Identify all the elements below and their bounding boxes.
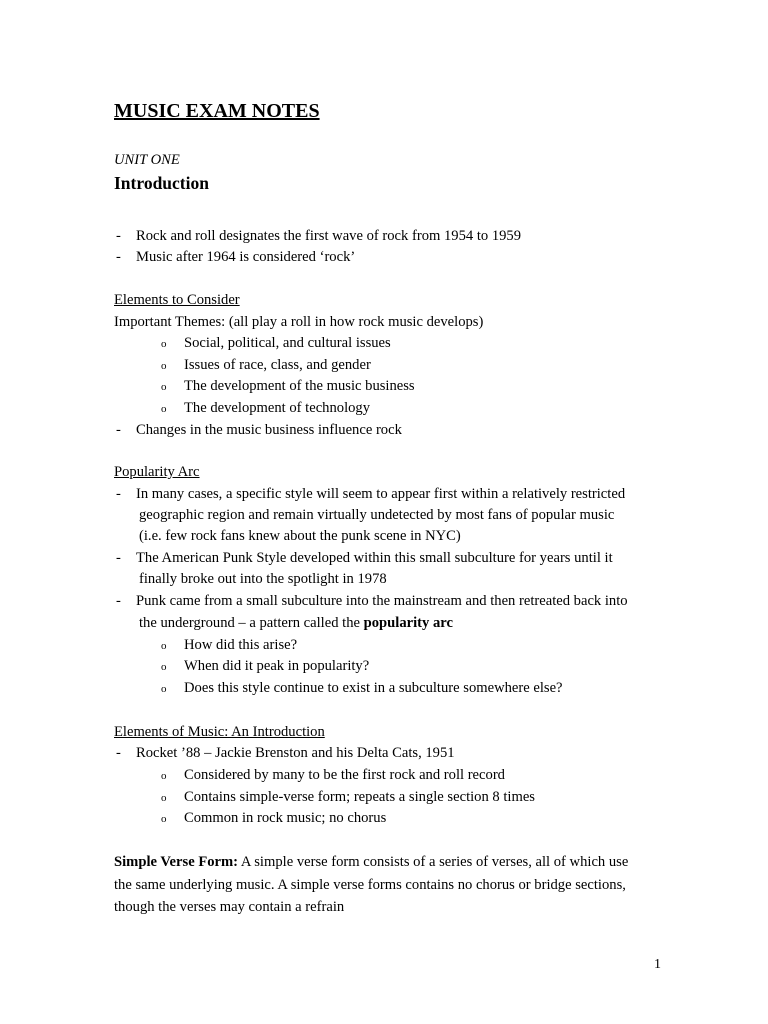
bullet-marker: o (161, 813, 167, 825)
popularity-item-line: In many cases, a specific style will seem to appear first within a relatively restricted (136, 486, 626, 502)
popularity-question: When did it peak in popularity? (184, 658, 370, 674)
document-title: MUSIC EXAM NOTES (114, 100, 320, 122)
section-heading-introduction: Introduction (114, 173, 209, 193)
rocket-88-note: Considered by many to be the first rock and roll record (184, 767, 505, 783)
popularity-question: How did this arise? (184, 637, 298, 653)
popularity-item-line: The American Punk Style developed within this small subculture for years until it (136, 550, 613, 566)
simple-verse-text: A simple verse form consists of a series of verses, all of which use (238, 854, 629, 870)
popularity-item-text: the underground – a pattern called the (139, 615, 364, 631)
section-heading-popularity-arc: Popularity Arc (114, 464, 200, 480)
simple-verse-paragraph-line: the same underlying music. A simple verse forms contains no chorus or bridge sections, (114, 877, 626, 893)
bullet-marker: o (161, 640, 167, 652)
dash-marker: - (116, 550, 121, 566)
intro-item: Rock and roll designates the first wave of rock from 1954 to 1959 (136, 228, 522, 244)
rocket-88-note: Contains simple-verse form; repeats a single section 8 times (184, 789, 535, 805)
simple-verse-term: Simple Verse Form: (114, 854, 239, 870)
bullet-marker: o (161, 770, 167, 782)
elements-item: Changes in the music business influence rock (136, 422, 402, 438)
dash-marker: - (116, 593, 121, 609)
page-number: 1 (654, 957, 661, 972)
popularity-item-line: (i.e. few rock fans knew about the punk scene in NYC) (139, 528, 461, 544)
simple-verse-paragraph-line: though the verses may contain a refrain (114, 899, 345, 915)
bullet-marker: o (161, 683, 167, 695)
theme-item: Issues of race, class, and gender (184, 357, 371, 373)
bullet-marker: o (161, 403, 167, 415)
dash-marker: - (116, 249, 121, 265)
popularity-arc-term: popularity arc (363, 615, 453, 631)
section-heading-elements-of-music: Elements of Music: An Introduction (114, 724, 325, 740)
rocket-88-note: Common in rock music; no chorus (184, 810, 387, 826)
intro-item: Music after 1964 is considered ‘rock’ (136, 249, 356, 265)
dash-marker: - (116, 486, 121, 502)
bullet-marker: o (161, 661, 167, 673)
theme-item: The development of technology (184, 400, 371, 416)
bullet-marker: o (161, 381, 167, 393)
popularity-item-line: geographic region and remain virtually undetected by most fans of popular music (139, 507, 615, 523)
bullet-marker: o (161, 360, 167, 372)
simple-verse-paragraph-line (114, 853, 628, 871)
dash-marker: - (116, 745, 121, 761)
dash-marker: - (116, 228, 121, 244)
popularity-item-line (139, 614, 453, 632)
theme-item: The development of the music business (184, 378, 415, 394)
important-themes-line: Important Themes: (all play a roll in how rock music develops) (114, 314, 484, 330)
bullet-marker: o (161, 792, 167, 804)
popularity-item-line: Punk came from a small subculture into the mainstream and then retreated back into (136, 593, 628, 609)
popularity-question: Does this style continue to exist in a subculture somewhere else? (184, 680, 563, 696)
theme-item: Social, political, and cultural issues (184, 335, 391, 351)
elements-of-music-item: Rocket ’88 – Jackie Brenston and his Delta Cats, 1951 (136, 745, 455, 761)
popularity-item-line: finally broke out into the spotlight in 1978 (139, 571, 387, 587)
section-heading-elements-to-consider: Elements to Consider (114, 292, 240, 308)
bullet-marker: o (161, 338, 167, 350)
unit-label: UNIT ONE (114, 152, 180, 168)
dash-marker: - (116, 422, 121, 438)
